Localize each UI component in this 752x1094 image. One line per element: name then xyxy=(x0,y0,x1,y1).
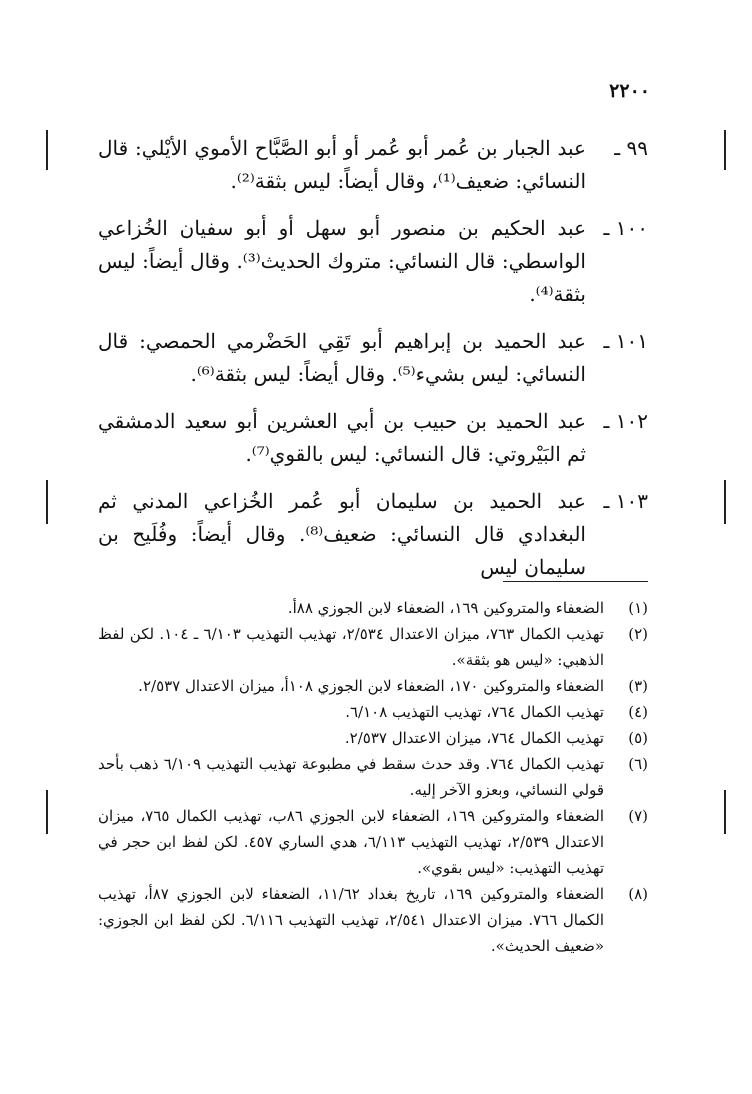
footnote-number: (٤) xyxy=(628,703,648,721)
entry-number: ١٠٠ ـ xyxy=(603,216,648,240)
footnote-text: الضعفاء والمتروكين ١٦٩، الضعفاء لابن الجوزي ٨٨أ. xyxy=(287,599,604,617)
entry-number: ٩٩ ـ xyxy=(614,136,648,160)
footnote-text: تهذيب الكمال ٧٦٤، تهذيب التهذيب ٦/١٠٨. xyxy=(345,703,604,721)
scan-mark-right xyxy=(724,130,726,170)
footnote-8 xyxy=(98,881,648,959)
entry-number: ١٠٢ ـ xyxy=(603,409,648,433)
entry-103 xyxy=(98,485,648,584)
footnote-text: تهذيب الكمال ٧٦٣، ميزان الاعتدال ٢/٥٣٤، تهذيب التهذيب ٦/١٠٣ ـ ١٠٤. لكن لفظ الذهبي: «ليس هو بثقة». xyxy=(98,625,604,669)
entry-number: ١٠٣ ـ xyxy=(603,489,648,513)
scan-mark-left xyxy=(46,480,48,524)
entry-text: عبد الحكيم بن منصور أبو سهل أو أبو سفيان الخُزاعي الواسطي: قال النسائي: متروك الحديث⁽³⁾. وقال أيضاً: ليس بثقة⁽⁴⁾. xyxy=(98,216,586,306)
scan-mark-left xyxy=(46,790,48,834)
entry-text: عبد الحميد بن إبراهيم أبو تَقِي الحَضْرمي الحمصي: قال النسائي: ليس بشيء⁽⁵⁾. وقال أيضاً: ليس بثقة⁽⁶⁾. xyxy=(98,329,586,386)
footnote-7 xyxy=(98,803,648,881)
entry-102 xyxy=(98,405,648,471)
scan-mark-right xyxy=(724,480,726,524)
footnote-number: (٦) xyxy=(628,755,648,773)
footnote-number: (٧) xyxy=(628,807,648,825)
entry-text: عبد الحميد بن سليمان أبو عُمر الخُزاعي المدني ثم البغدادي قال النسائي: ضعيف⁽⁸⁾. وقال أيضاً: وفُلَيح بن سليمان ليس xyxy=(98,489,586,579)
footnote-text: تهذيب الكمال ٧٦٤، ميزان الاعتدال ٢/٥٣٧. xyxy=(344,729,604,747)
footnote-5 xyxy=(98,725,648,751)
footnote-number: (٥) xyxy=(628,729,648,747)
footnote-text: الضعفاء والمتروكين ١٧٠، الضعفاء لابن الجوزي ١٠٨أ، ميزان الاعتدال ٢/٥٣٧. xyxy=(138,677,604,695)
entry-text: عبد الجبار بن عُمر أبو عُمر أو أبو الصَّبَّاح الأموي الأيْلي: قال النسائي: ضعيف⁽¹⁾، وقال أيضاً: ليس بثقة⁽²⁾. xyxy=(98,136,586,193)
footnote-1 xyxy=(98,595,648,621)
footnotes xyxy=(98,595,648,959)
entry-text: عبد الحميد بن حبيب بن أبي العشرين أبو سعيد الدمشقي ثم البَيْروتي: قال النسائي: ليس بالقوي⁽⁷⁾. xyxy=(98,409,586,466)
footnote-2 xyxy=(98,621,648,673)
narrator-entries xyxy=(98,132,648,598)
footnote-6 xyxy=(98,751,648,803)
footnote-number: (١) xyxy=(628,599,648,617)
footnote-3 xyxy=(98,673,648,699)
footnote-number: (٣) xyxy=(628,677,648,695)
scan-mark-left xyxy=(46,130,48,170)
footnote-text: تهذيب الكمال ٧٦٤. وقد حدث سقط في مطبوعة تهذيب التهذيب ٦/١٠٩ ذهب بأحد قولي النسائي، وبعزو الآخر إليه. xyxy=(98,755,604,799)
entry-101 xyxy=(98,325,648,391)
footnote-text: الضعفاء والمتروكين ١٦٩، تاريخ بغداد ١١/٦٢، الضعفاء لابن الجوزي ٨٧أ، تهذيب الكمال ٧٦٦. ميزان الاعتدال ٢/٥٤١، تهذيب التهذيب ٦/١١٦. لكن لفظ ابن الجوزي: «ضعيف الحديث». xyxy=(98,885,604,955)
entry-99 xyxy=(98,132,648,198)
entry-100 xyxy=(98,212,648,311)
footnote-separator xyxy=(503,581,648,582)
footnote-text: الضعفاء والمتروكين ١٦٩، الضعفاء لابن الجوزي ٨٦ب، تهذيب الكمال ٧٦٥، ميزان الاعتدال ٢/٥٣٩، تهذيب التهذيب ٦/١١٣، هدي الساري ٤٥٧. لكن لفظ ابن حجر في تهذيب التهذيب: «ليس بقوي». xyxy=(98,807,605,877)
footnote-4 xyxy=(98,699,648,725)
footnote-number: (٢) xyxy=(628,625,648,643)
entry-number: ١٠١ ـ xyxy=(603,329,648,353)
page-number: ٢٢٠٠ xyxy=(609,80,650,102)
scan-mark-right xyxy=(724,790,726,834)
footnote-number: (٨) xyxy=(628,885,648,903)
